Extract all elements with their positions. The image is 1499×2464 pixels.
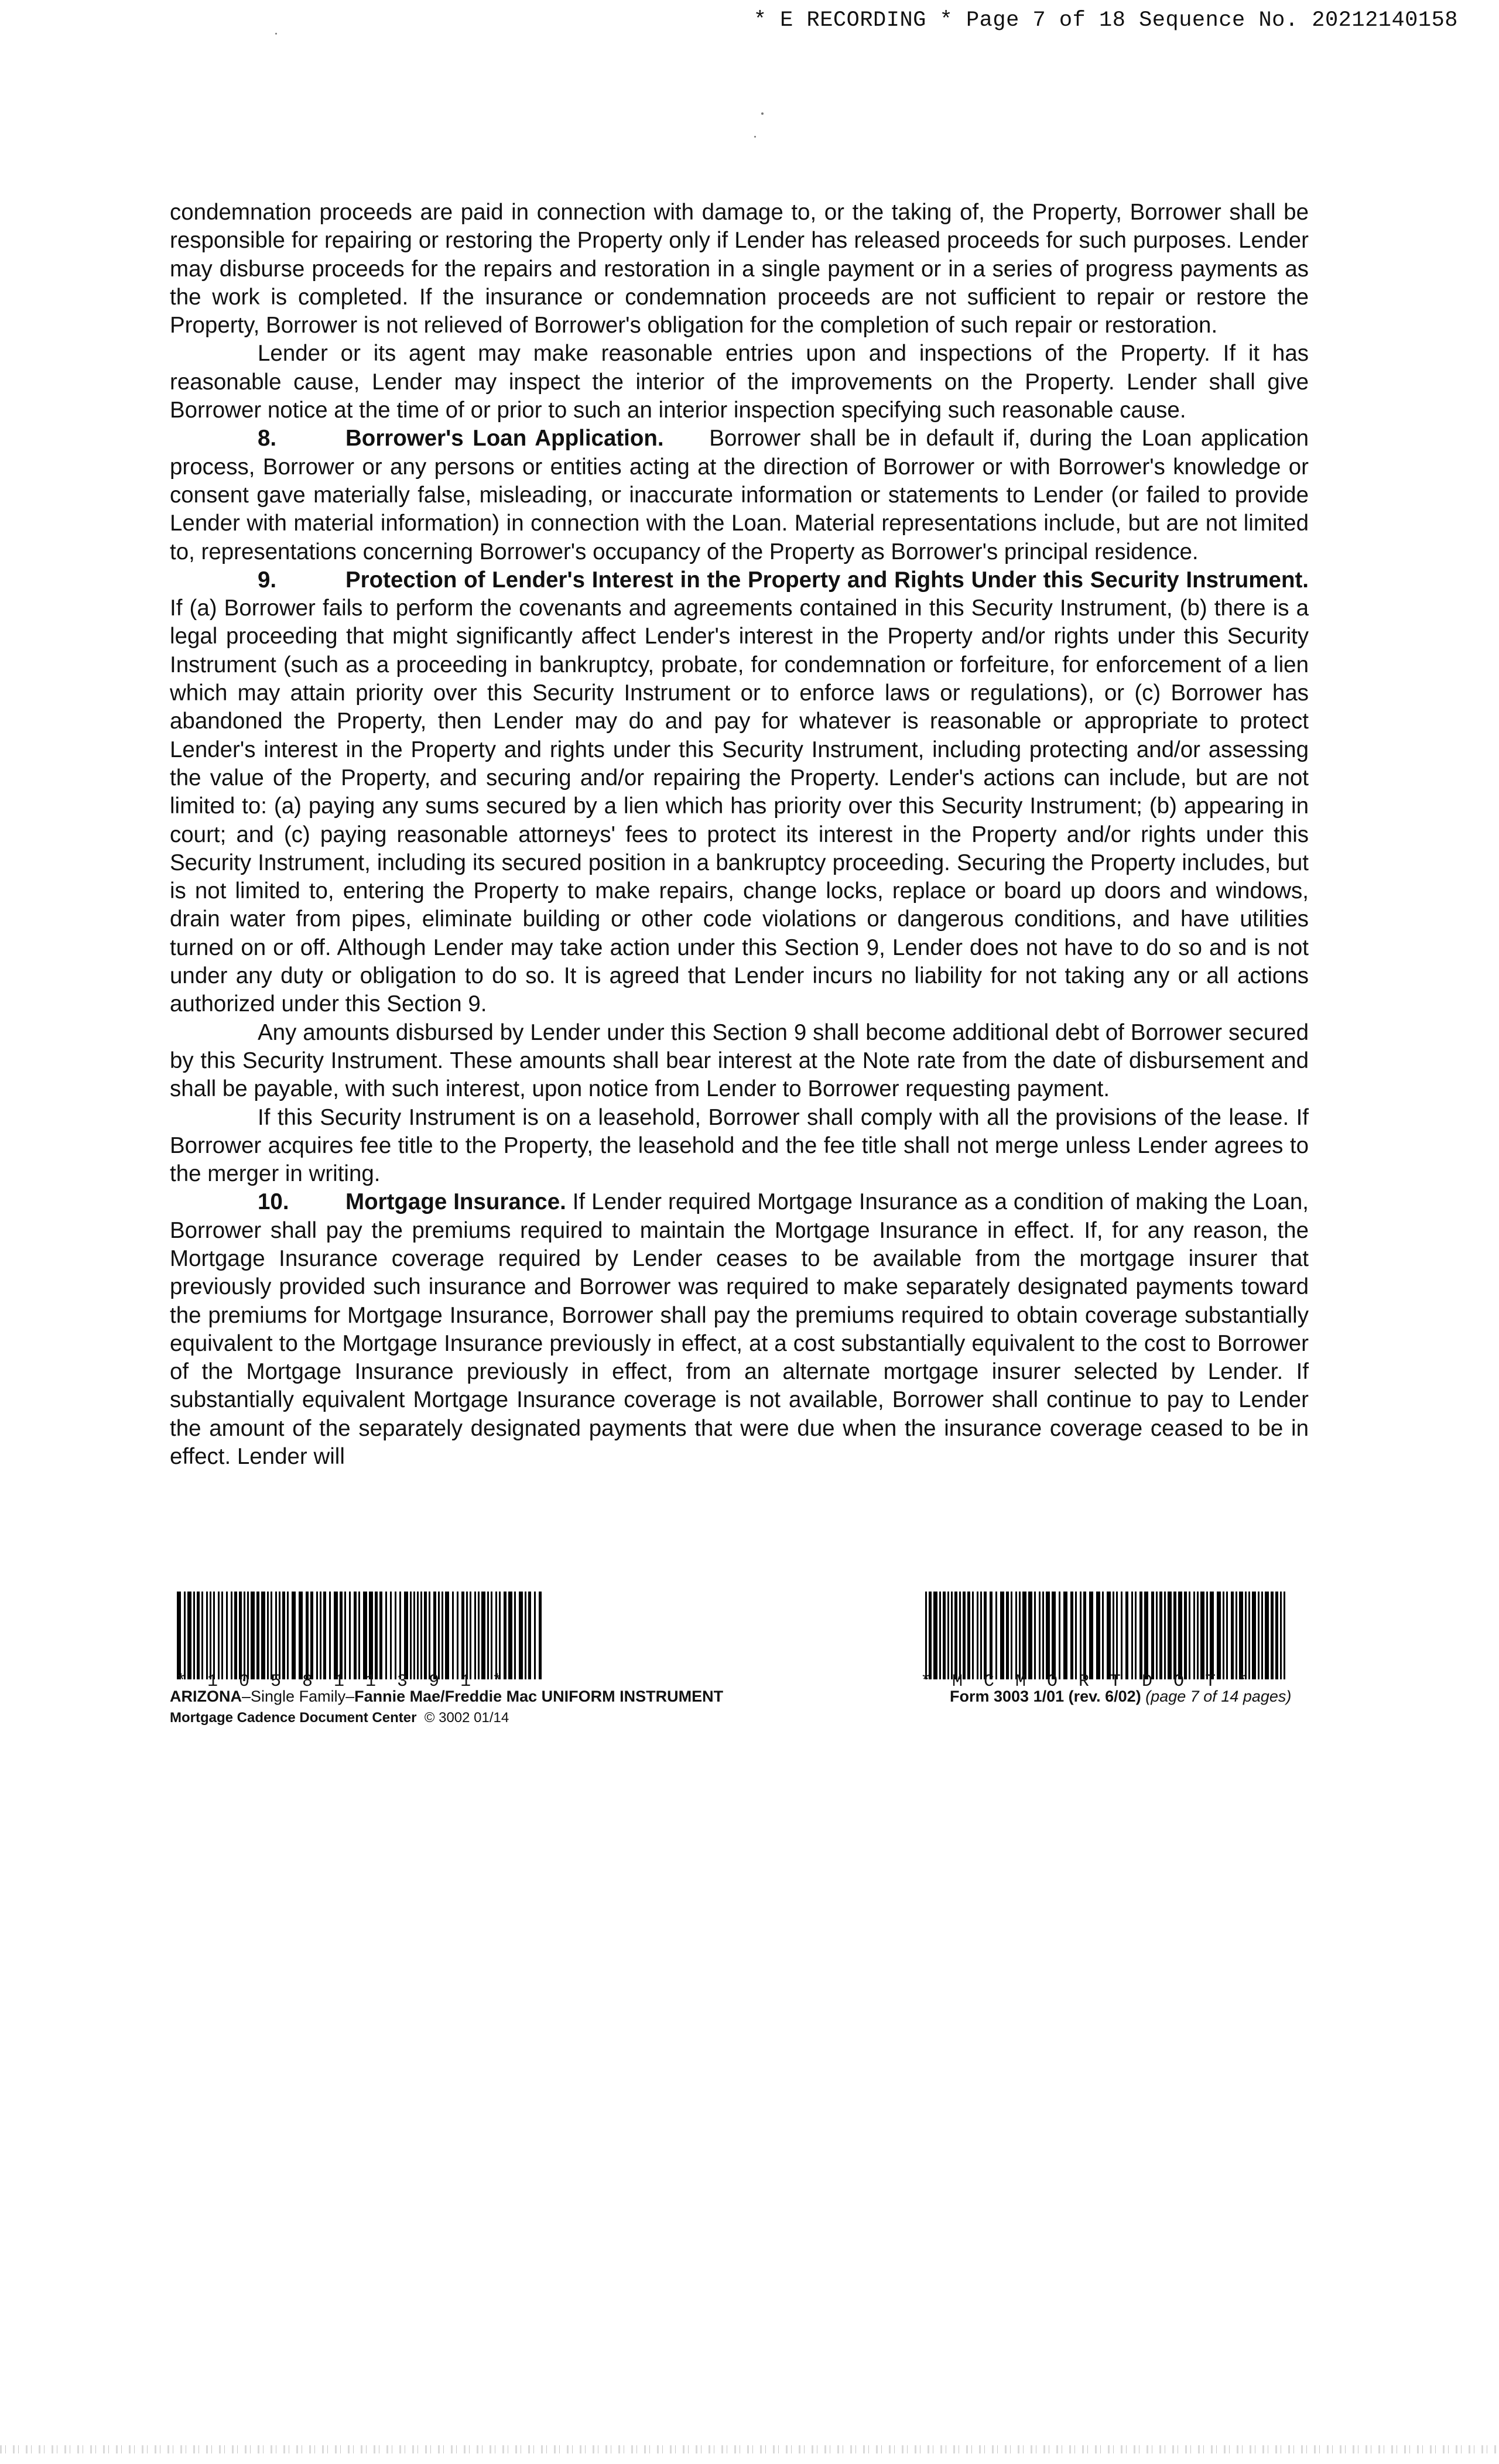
barcode-bar (261, 1592, 265, 1679)
section-9 (170, 566, 1309, 1019)
barcode-bar (184, 1592, 186, 1679)
barcode-bar (984, 1592, 987, 1679)
barcode-bar (1011, 1592, 1012, 1679)
section-9-number: 9. (258, 567, 277, 593)
barcode-bar (461, 1592, 464, 1679)
barcode-bar (487, 1592, 489, 1679)
barcode-bar (349, 1592, 351, 1679)
barcode-bar (1261, 1592, 1263, 1679)
barcode-bar (438, 1592, 440, 1679)
barcode-bar (417, 1592, 419, 1679)
barcode-bar (1197, 1592, 1199, 1679)
barcode-bar (1107, 1592, 1111, 1679)
barcode-bar (967, 1592, 970, 1679)
barcode-bar (1217, 1592, 1221, 1679)
barcode-bar (980, 1592, 982, 1679)
barcode-bar (525, 1592, 526, 1679)
barcode-bar (445, 1592, 449, 1679)
barcode-bar (363, 1592, 367, 1679)
barcode-bar (1226, 1592, 1228, 1679)
barcode-bar (271, 1592, 272, 1679)
barcode-bar (267, 1592, 269, 1679)
barcode-bar (375, 1592, 378, 1679)
barcode-bar (1184, 1592, 1187, 1679)
barcode-bar (1028, 1592, 1032, 1679)
barcode-bar (1248, 1592, 1250, 1679)
barcode-bar (1265, 1592, 1269, 1679)
barcode-bar (292, 1592, 296, 1679)
barcode-bar (534, 1592, 536, 1679)
barcode-bar (1210, 1592, 1214, 1679)
barcode-bar (1139, 1592, 1142, 1679)
scan-speck (275, 33, 277, 35)
barcode-bar (933, 1592, 937, 1679)
section-8-text: Borrower shall be in default if, during the Loan application process, Borrower or any persons or entities acting at the direction of Borrower or with Borrower's knowledge or consent gave materially false, misleading, or inaccurate information or statements to Lender (or failed to provide Lender with material information) in connection with the Loan. Material representations include, but are not limited to, representations concerning Borrower's occupancy of the Property as Borrower's principal residence. (170, 426, 1309, 564)
section-8-title: Borrower's Loan Application. (345, 426, 664, 451)
paragraph-leasehold: If this Security Instrument is on a leasehold, Borrower shall comply with all the provisions of the lease. If Borrower acquires fee title to the Property, the leasehold and the fee title shall not merge unless Lender agrees to the merger in writing. (170, 1104, 1309, 1187)
barcode-bar (193, 1592, 195, 1679)
barcode-bar (478, 1592, 480, 1679)
barcode-bar (299, 1592, 303, 1679)
footer-doc-center-name: Mortgage Cadence Document Center (170, 1710, 417, 1726)
barcode-bar (1083, 1592, 1086, 1679)
barcode-bar (939, 1592, 941, 1679)
barcode-bar (354, 1592, 357, 1679)
barcode-bar (1034, 1592, 1036, 1679)
barcode-bar (410, 1592, 412, 1679)
barcode-bar (504, 1592, 506, 1679)
form-id-barcode (925, 1592, 1288, 1679)
barcode-bar (213, 1592, 215, 1679)
barcode-bar (466, 1592, 468, 1679)
barcode-bar (251, 1592, 255, 1679)
barcode-bar (329, 1592, 331, 1679)
barcode-bar (413, 1592, 415, 1679)
barcode-bar (1000, 1592, 1004, 1679)
barcode-bar (177, 1592, 181, 1679)
barcode-bar (1245, 1592, 1247, 1679)
barcode-bar (1159, 1592, 1162, 1679)
section-10 (170, 1188, 1309, 1471)
barcode-bar (1173, 1592, 1176, 1679)
barcode-bar (963, 1592, 966, 1679)
barcode-bar (1275, 1592, 1278, 1679)
barcode-bar (1006, 1592, 1009, 1679)
barcode-bar (404, 1592, 408, 1679)
barcode-bar (279, 1592, 280, 1679)
barcode-bar (334, 1592, 338, 1679)
barcode-bar (508, 1592, 512, 1679)
barcode-bar (340, 1592, 343, 1679)
barcode-bar (201, 1592, 203, 1679)
barcode-bar (1189, 1592, 1190, 1679)
barcode-bar (206, 1592, 208, 1679)
barcode-bar (1200, 1592, 1204, 1679)
recording-header: * E RECORDING * Page 7 of 18 Sequence No. 20212140158 (753, 8, 1458, 33)
barcode-bar (1116, 1592, 1118, 1679)
footer-instrument-title (170, 1688, 723, 1706)
barcode-bar (1113, 1592, 1114, 1679)
barcode-bar (481, 1592, 485, 1679)
footer-instrument-name: Fannie Mae/Freddie Mac UNIFORM INSTRUMENT (354, 1688, 724, 1705)
barcode-bar (452, 1592, 454, 1679)
barcode-bar (1080, 1592, 1082, 1679)
barcode-bar (385, 1592, 387, 1679)
scan-speck (754, 136, 756, 138)
footer-family-type: –Single Family– (242, 1688, 355, 1705)
barcode-bar (226, 1592, 228, 1679)
document-body (170, 199, 1309, 1471)
barcode-bar (519, 1592, 523, 1679)
section-8 (170, 425, 1309, 566)
barcode-bar (424, 1592, 427, 1679)
section-8-number: 8. (258, 426, 277, 451)
barcode-bar (943, 1592, 946, 1679)
barcode-bar (1075, 1592, 1077, 1679)
barcode-bar (972, 1592, 974, 1679)
barcode-bar (1164, 1592, 1166, 1679)
barcode-bar (1131, 1592, 1133, 1679)
barcode-bar (256, 1592, 259, 1679)
barcode-bar (1258, 1592, 1260, 1679)
barcode-bar (1223, 1592, 1224, 1679)
barcode-bar (470, 1592, 471, 1679)
barcode-bar (320, 1592, 321, 1679)
barcode-bar (1151, 1592, 1154, 1679)
barcode-bar (358, 1592, 360, 1679)
barcode-bar (995, 1592, 997, 1679)
barcode-bar (1063, 1592, 1067, 1679)
barcode-bar (1121, 1592, 1122, 1679)
barcode-bar (442, 1592, 443, 1679)
barcode-bar (1059, 1592, 1060, 1679)
barcode-bar (275, 1592, 277, 1679)
barcode-bar (925, 1592, 927, 1679)
barcode-bar (474, 1592, 476, 1679)
barcode-bar (990, 1592, 993, 1679)
barcode-bar (399, 1592, 401, 1679)
barcode-bar (369, 1592, 373, 1679)
barcode-bar (1236, 1592, 1237, 1679)
barcode-bar (323, 1592, 326, 1679)
barcode-bar (231, 1592, 232, 1679)
barcode-bar (282, 1592, 285, 1679)
barcode-bar (499, 1592, 501, 1679)
barcode-bar (390, 1592, 392, 1679)
barcode-bar (947, 1592, 949, 1679)
barcode-bar (1135, 1592, 1137, 1679)
barcode-bar (1125, 1592, 1128, 1679)
scan-speck (761, 112, 764, 115)
barcode-bar (234, 1592, 237, 1679)
barcode-bar (1271, 1592, 1274, 1679)
barcode-bar (316, 1592, 318, 1679)
barcode-bar (514, 1592, 516, 1679)
barcode-bar (310, 1592, 313, 1679)
barcode-bar (1019, 1592, 1021, 1679)
section-9-title: Protection of Lender's Interest in the Property and Rights Under this Security Instrument. (345, 567, 1309, 593)
barcode-bar (433, 1592, 436, 1679)
barcode-bar (379, 1592, 382, 1679)
barcode-bar (247, 1592, 249, 1679)
barcode-bar (1231, 1592, 1234, 1679)
barcode-bar (1178, 1592, 1182, 1679)
barcode-bar (239, 1592, 242, 1679)
barcode-bar (951, 1592, 953, 1679)
barcode-bar (210, 1592, 211, 1679)
section-10-number: 10. (258, 1189, 289, 1215)
footer-form-number (950, 1688, 1291, 1706)
paragraph-inspection: Lender or its agent may make reasonable entries upon and inspections of the Property. If it has reasonable cause, Lender may inspect the interior of the improvements on the Property. Lender shall give Borrower notice at the time of or prior to such an interior inspection specifying such reasonable cause. (170, 341, 1309, 423)
barcode-bar (344, 1592, 346, 1679)
barcode-bar (457, 1592, 458, 1679)
section-9-text: If (a) Borrower fails to perform the covenants and agreements contained in this Security Instrument, (b) there is a legal proceeding that might significantly affect Lender's interest in the Property and/or rights under this Security Instrument (such as a proceeding in bankruptcy, probate, for condemnation or forfeiture, for enforcement of a lien which may attain priority over this Security Instrument or to enforce laws or regulations), or (c) Borrower has abandoned the Property, then Lender may do and pay for whatever is reasonable or appropriate to protect Lender's interest in the Property and rights under this Security Instrument, including protecting and/or assessing the value of the Property, and securing and/or repairing the Property. Lender's actions can include, but are not limited to: (a) paying any sums secured by a lien which has priority over this Security Instrument; (b) appearing in court; and (c) paying reasonable attorneys' fees to protect its interest in the Property and/or rights under this Security Instrument, including its secured position in a bankruptcy proceeding. Securing the Property includes, but is not limited to, entering the Property to make repairs, change locks, replace or board up doors and windows, drain water from pipes, eliminate building or other code violations or dangerous conditions, and have utilities turned on or off. Although Lender may take action under this Section 9, Lender does not have to do so and is not under any duty or obligation to do so. It is agreed that Lender incurs no liability for not taking any or all actions authorized under this Section 9. (170, 596, 1309, 1017)
barcode-bar (218, 1592, 220, 1679)
barcode-bar (1052, 1592, 1056, 1679)
loan-number-barcode-caption: * 1 0 5 8 1 1 3 9 1 * (176, 1672, 503, 1692)
barcode-bar (954, 1592, 957, 1679)
section-10-text: If Lender required Mortgage Insurance as a condition of making the Loan, Borrower shall pay the premiums required to maintain the Mortgage Insurance in effect. If, for any reason, the Mortgage Insurance coverage required by Lender ceases to be available from the mortgage insurer that previously provided such insurance and Borrower was required to make separately designated payments toward the premiums for Mortgage Insurance, Borrower shall pay the premiums required to obtain coverage substantially equivalent to the Mortgage Insurance previously in effect, at a cost substantially equivalent to the cost to Borrower of the Mortgage Insurance previously in effect, from an alternate mortgage insurer selected by Lender. If substantially equivalent Mortgage Insurance coverage is not available, Borrower shall continue to pay to Lender the amount of the separately designated payments that were due when the insurance coverage ceased to be in effect. Lender will (170, 1189, 1309, 1470)
barcode-bar (1168, 1592, 1172, 1679)
barcode-bar (429, 1592, 430, 1679)
barcode-bar (1193, 1592, 1195, 1679)
loan-number-barcode (177, 1592, 545, 1679)
footer-form-id: Form 3003 1/01 (rev. 6/02) (950, 1688, 1141, 1705)
paragraph-condemnation: condemnation proceeds are paid in connection with damage to, or the taking of, the Property, Borrower shall be responsible for repairing or restoring the Property only if Lender has released proceeds for such purposes. Lender may disburse proceeds for the repairs and restoration in a single payment or in a series of progress payments as the work is completed. If the insurance or condemnation proceeds are not sufficient to repair or restore the Property, Borrower is not relieved of Borrower's obligation for the completion of such repair or restoration. (170, 200, 1309, 338)
barcode-bar (1280, 1592, 1282, 1679)
barcode-bar (1096, 1592, 1100, 1679)
barcode-bar (1015, 1592, 1017, 1679)
barcode-bar (287, 1592, 289, 1679)
barcode-bar (959, 1592, 961, 1679)
barcode-bar (495, 1592, 497, 1679)
barcode-bar (306, 1592, 309, 1679)
barcode-bar (1284, 1592, 1285, 1679)
barcode-bar (244, 1592, 245, 1679)
barcode-bar (1022, 1592, 1026, 1679)
barcode-bar (977, 1592, 978, 1679)
barcode-bar (1042, 1592, 1044, 1679)
form-id-barcode-caption: * M C M O R T D O T * (920, 1672, 1248, 1692)
paragraph-amounts-disbursed: Any amounts disbursed by Lender under this Section 9 shall become additional debt of Borrower secured by this Security Instrument. These amounts shall bear interest at the Note rate from the date of disbursement and shall be payable, with such interest, upon notice from Lender to Borrower requesting payment. (170, 1019, 1309, 1102)
barcode-bar (420, 1592, 422, 1679)
barcode-bar (929, 1592, 932, 1679)
barcode-bar (1070, 1592, 1073, 1679)
barcode-bar (539, 1592, 542, 1679)
barcode-bar (1089, 1592, 1093, 1679)
barcode-bar (395, 1592, 396, 1679)
barcode-bar (1252, 1592, 1256, 1679)
barcode-bar (1102, 1592, 1104, 1679)
barcode-bar (197, 1592, 200, 1679)
barcode-bar (187, 1592, 191, 1679)
footer-doc-code: © 3002 01/14 (424, 1710, 509, 1726)
footer-page-count: (page 7 of 14 pages) (1145, 1688, 1292, 1705)
barcode-bar (1039, 1592, 1041, 1679)
section-10-title: Mortgage Insurance. (345, 1189, 566, 1215)
barcode-bar (1156, 1592, 1158, 1679)
barcode-bar (1046, 1592, 1050, 1679)
footer-state: ARIZONA (170, 1688, 242, 1705)
barcode-bar (221, 1592, 223, 1679)
barcode-bar (1144, 1592, 1148, 1679)
barcode-bar (528, 1592, 531, 1679)
barcode-bar (491, 1592, 492, 1679)
barcode-bar (1239, 1592, 1243, 1679)
scan-edge-artifact (0, 2445, 1499, 2453)
footer-document-center (170, 1710, 509, 1726)
barcode-bar (1206, 1592, 1208, 1679)
